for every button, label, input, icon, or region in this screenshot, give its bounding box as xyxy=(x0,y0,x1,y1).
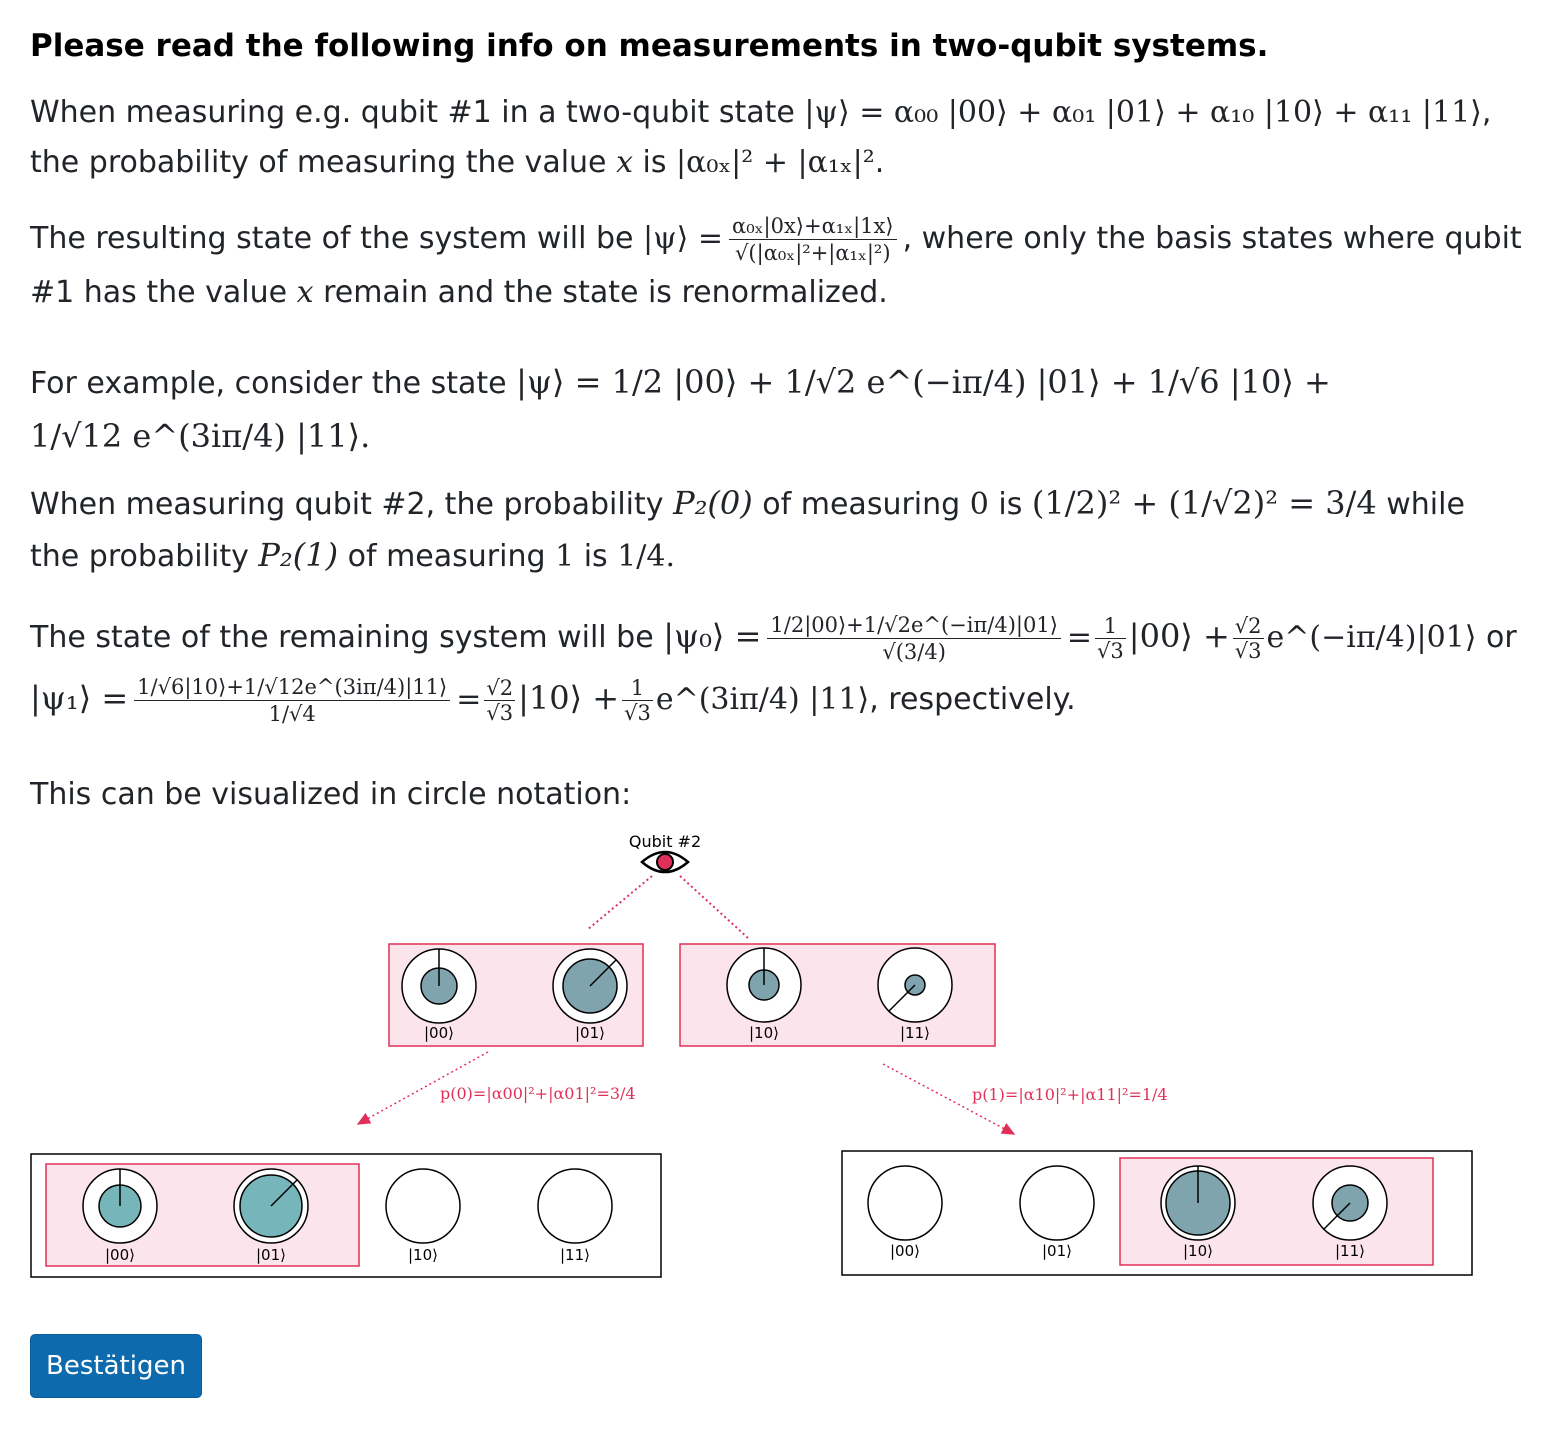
p5-ket-10: |10⟩ + xyxy=(518,679,620,717)
br-circle-01 xyxy=(1020,1166,1094,1240)
p5-psi1-numerator: 1/√6|10⟩+1/√12e^(3iπ/4)|11⟩ xyxy=(134,674,450,701)
br-circle-11 xyxy=(1313,1166,1387,1240)
eye-connector-left xyxy=(587,876,652,930)
bl-circle-00 xyxy=(83,1169,157,1243)
p5-psi0-numerator: 1/2|00⟩+1/√2e^(−iπ/4)|01⟩ xyxy=(767,612,1061,639)
p2-middle-text: , where only the basis states where qubit xyxy=(902,221,1522,256)
p5-coef-3-num: √2 xyxy=(486,676,514,700)
top-ket-11: |11⟩ xyxy=(900,1024,930,1042)
p4-of-measuring-text: of measuring xyxy=(762,487,961,522)
p1-intro-text: When measuring e.g. qubit #1 in a two-qubit state xyxy=(30,95,795,130)
p4-start-text: When measuring qubit #2, the probability xyxy=(30,487,664,522)
p2-start-text: The resulting state of the system will be xyxy=(30,221,634,256)
p4-while-text: while xyxy=(1386,487,1465,522)
top-circle-10 xyxy=(727,948,801,1022)
p5-start-text: The state of the remaining system will be xyxy=(30,620,654,655)
bl-ket-01: |01⟩ xyxy=(256,1246,286,1264)
bl-circle-01 xyxy=(234,1169,308,1243)
p5-coef-2-den: √3 xyxy=(1234,639,1262,663)
eye-icon xyxy=(642,852,688,872)
bl-circle-10 xyxy=(386,1169,460,1243)
probability-one-label: p(1)=|α10|²+|α11|²=1/4 xyxy=(972,1085,1168,1104)
top-circle-00 xyxy=(402,949,476,1023)
br-ket-11: |11⟩ xyxy=(1335,1242,1365,1260)
br-ket-10: |10⟩ xyxy=(1183,1242,1213,1260)
p4-quarter-value: 1/4. xyxy=(617,539,676,574)
page-heading: Please read the following info on measurements in two-qubit systems. xyxy=(30,28,1269,64)
p2-line2-text: #1 has the value xyxy=(30,275,288,310)
p4-zero-value: 0 xyxy=(969,487,989,522)
br-circle-00 xyxy=(868,1166,942,1240)
br-circle-10 xyxy=(1161,1166,1235,1240)
p3-start-text: For example, consider the state xyxy=(30,366,507,401)
p5-coef-1-num: 1 xyxy=(1095,614,1126,639)
p4-is2-text: is xyxy=(583,539,608,574)
qubit-2-label: Qubit #2 xyxy=(628,832,702,851)
p3-state-formula-line1: |ψ⟩ = 1/2 |00⟩ + 1/√2 e^(−iπ/4) |01⟩ + 1/√6 |10⟩ + xyxy=(516,363,1331,401)
p2-var-x: x xyxy=(296,275,314,310)
p4-calculation-formula: (1/2)² + (1/√2)² = 3/4 xyxy=(1031,484,1377,522)
p2-psi-lhs: |ψ⟩ = xyxy=(643,221,724,256)
br-ket-01: |01⟩ xyxy=(1042,1242,1072,1260)
eye-connector-right xyxy=(680,876,748,938)
p5-or-text: or xyxy=(1486,620,1517,655)
p1-probability-formula: |α₀ₓ|² + |α₁ₓ|² xyxy=(676,145,875,180)
p1-var-x: x xyxy=(616,145,633,180)
p5-coef-4-den: √3 xyxy=(624,701,651,725)
p2-fraction-numerator: α₀ₓ|0x⟩+α₁ₓ|1x⟩ xyxy=(729,213,897,240)
top-ket-00: |00⟩ xyxy=(424,1024,454,1042)
top-ket-01: |01⟩ xyxy=(575,1024,605,1042)
p4-of-measuring2-text: of measuring xyxy=(347,539,546,574)
p5-equals-1: = xyxy=(1066,620,1093,655)
paragraph-visualization-intro: This can be visualized in circle notation: xyxy=(30,777,632,812)
bl-ket-11: |11⟩ xyxy=(560,1246,590,1264)
p5-phase-01: e^(−iπ/4)|01⟩ xyxy=(1266,620,1477,655)
bl-ket-00: |00⟩ xyxy=(105,1246,135,1264)
p1-line2-text: the probability of measuring the value xyxy=(30,145,607,180)
p4-one-value: 1 xyxy=(555,539,575,574)
p5-phase-11: e^(3iπ/4) |11⟩ xyxy=(655,682,870,717)
p5-coef-2-num: √2 xyxy=(1234,614,1262,638)
bl-ket-10: |10⟩ xyxy=(408,1246,438,1264)
p5-psi1-lhs: |ψ₁⟩ = xyxy=(30,679,129,717)
p3-state-formula-line2: 1/√12 e^(3iπ/4) |11⟩. xyxy=(30,417,371,455)
probability-zero-label: p(0)=|α00|²+|α01|²=3/4 xyxy=(440,1084,636,1103)
p5-equals-2: = xyxy=(456,682,482,717)
bl-circle-11 xyxy=(538,1169,612,1243)
p2-fraction-denominator: √(|α₀ₓ|²+|α₁ₓ|²) xyxy=(735,241,891,265)
p5-end-text: , respectively. xyxy=(869,682,1076,717)
p1-is-text: is xyxy=(642,145,667,180)
p2-end-text: remain and the state is renormalized. xyxy=(323,275,888,310)
p5-coef-4-num: 1 xyxy=(622,676,653,701)
br-ket-00: |00⟩ xyxy=(890,1242,920,1260)
paragraph-measurement-intro: When measuring e.g. qubit #1 in a two-qubit state |ψ⟩ = α₀₀ |00⟩ + α₀₁ |01⟩ + α₁₀ |10⟩ + α₁₁ |11⟩, the probability of measuring the value x is |α₀ₓ|² + |α₁ₓ|². xyxy=(30,95,1492,180)
confirm-button[interactable]: Bestätigen xyxy=(30,1334,202,1398)
p4-p2-one: P₂(1) xyxy=(258,536,339,574)
p5-coef-1-den: √3 xyxy=(1097,639,1124,663)
p5-psi0-lhs: |ψ₀⟩ = xyxy=(663,617,762,655)
p5-ket-00: |00⟩ + xyxy=(1128,617,1230,655)
p5-psi1-denominator: 1/√4 xyxy=(268,702,316,726)
p1-state-formula: |ψ⟩ = α₀₀ |00⟩ + α₀₁ |01⟩ + α₁₀ |10⟩ + α₁₁ |11⟩ xyxy=(804,95,1482,130)
top-circle-11 xyxy=(878,948,952,1022)
p4-is-text: is xyxy=(998,487,1023,522)
p4-line2-text: the probability xyxy=(30,539,249,574)
top-circle-01 xyxy=(553,949,627,1023)
p5-psi0-denominator: √(3/4) xyxy=(882,640,946,664)
p5-coef-3-den: √3 xyxy=(486,701,514,725)
top-ket-10: |10⟩ xyxy=(749,1024,779,1042)
p4-p2-zero: P₂(0) xyxy=(673,484,753,522)
